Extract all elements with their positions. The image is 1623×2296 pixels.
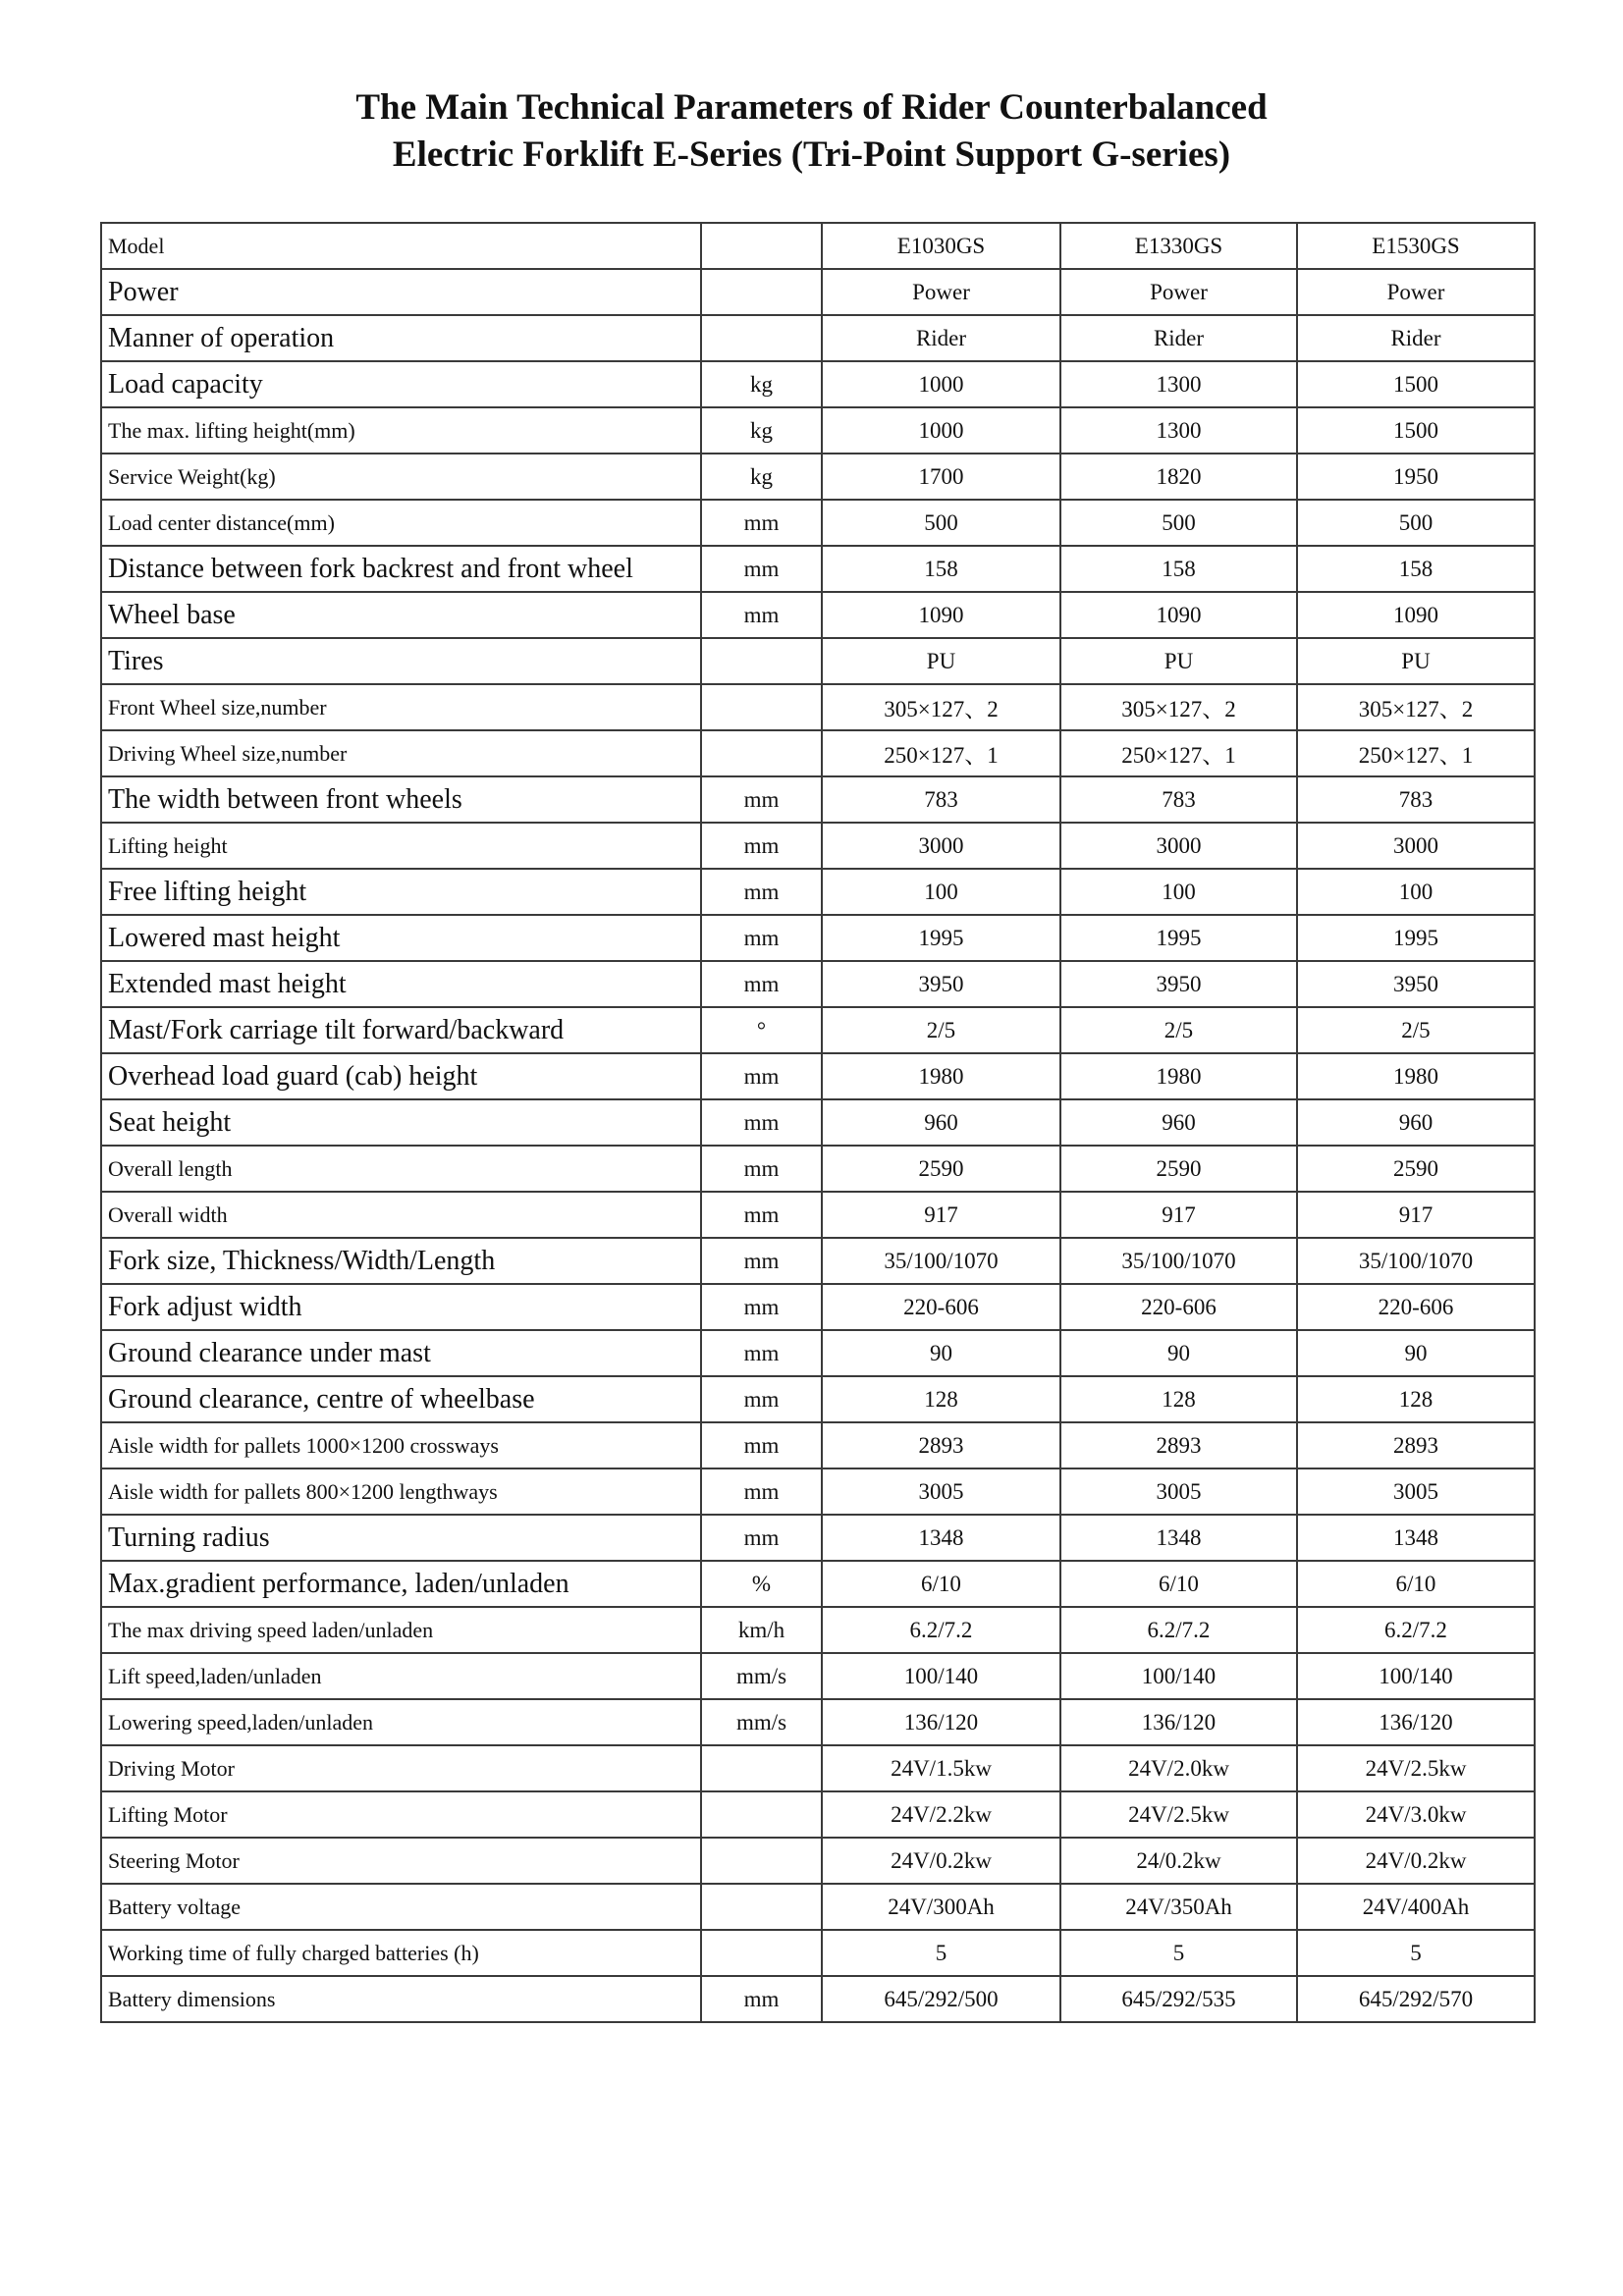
param-cell: Turning radius [101, 1515, 701, 1561]
unit-cell [701, 1930, 822, 1976]
value-cell-e1530gs: 917 [1297, 1192, 1535, 1238]
value-cell-e1330gs: 960 [1060, 1099, 1297, 1146]
unit-cell: mm [701, 1468, 822, 1515]
value-cell-e1530gs: Power [1297, 269, 1535, 315]
table-row [101, 1422, 1535, 1468]
param-cell: Power [101, 269, 701, 315]
param-cell: The width between front wheels [101, 776, 701, 823]
value-cell-e1030gs: 100 [822, 869, 1060, 915]
value-cell-e1330gs: 100/140 [1060, 1653, 1297, 1699]
value-cell-e1030gs: 136/120 [822, 1699, 1060, 1745]
value-cell-e1030gs: 5 [822, 1930, 1060, 1976]
table-row [101, 223, 1535, 269]
param-cell: Max.gradient performance, laden/unladen [101, 1561, 701, 1607]
unit-cell: mm [701, 1192, 822, 1238]
value-cell-e1530gs: 3950 [1297, 961, 1535, 1007]
param-cell: Free lifting height [101, 869, 701, 915]
value-cell-e1330gs: 645/292/535 [1060, 1976, 1297, 2022]
table-row [101, 1284, 1535, 1330]
unit-cell: mm [701, 823, 822, 869]
value-cell-e1330gs: 6/10 [1060, 1561, 1297, 1607]
param-cell: Extended mast height [101, 961, 701, 1007]
value-cell-e1530gs: 500 [1297, 500, 1535, 546]
value-cell-e1330gs: 6.2/7.2 [1060, 1607, 1297, 1653]
table-row [101, 1791, 1535, 1838]
table-row [101, 269, 1535, 315]
value-cell-e1530gs: 136/120 [1297, 1699, 1535, 1745]
param-cell: Lowered mast height [101, 915, 701, 961]
table-row [101, 961, 1535, 1007]
param-cell: The max driving speed laden/unladen [101, 1607, 701, 1653]
unit-cell: mm [701, 961, 822, 1007]
value-cell-e1030gs: 1995 [822, 915, 1060, 961]
unit-cell [701, 315, 822, 361]
value-cell-e1530gs: 305×127、2 [1297, 684, 1535, 730]
value-cell-e1030gs: E1030GS [822, 223, 1060, 269]
table-row [101, 1099, 1535, 1146]
value-cell-e1330gs: 1300 [1060, 407, 1297, 454]
value-cell-e1530gs: 2590 [1297, 1146, 1535, 1192]
table-row [101, 776, 1535, 823]
value-cell-e1330gs: Rider [1060, 315, 1297, 361]
table-row [101, 500, 1535, 546]
value-cell-e1030gs: 645/292/500 [822, 1976, 1060, 2022]
param-cell: Load center distance(mm) [101, 500, 701, 546]
value-cell-e1030gs: 1090 [822, 592, 1060, 638]
param-cell: Distance between fork backrest and front wheel [101, 546, 701, 592]
unit-cell: mm [701, 1053, 822, 1099]
value-cell-e1030gs: 128 [822, 1376, 1060, 1422]
value-cell-e1530gs: 1090 [1297, 592, 1535, 638]
value-cell-e1030gs: 305×127、2 [822, 684, 1060, 730]
unit-cell: mm [701, 1376, 822, 1422]
value-cell-e1030gs: 6.2/7.2 [822, 1607, 1060, 1653]
param-cell: The max. lifting height(mm) [101, 407, 701, 454]
unit-cell: mm [701, 1146, 822, 1192]
value-cell-e1530gs: 35/100/1070 [1297, 1238, 1535, 1284]
param-cell: Service Weight(kg) [101, 454, 701, 500]
unit-cell: kg [701, 407, 822, 454]
value-cell-e1530gs: 250×127、1 [1297, 730, 1535, 776]
value-cell-e1030gs: 960 [822, 1099, 1060, 1146]
param-cell: Driving Motor [101, 1745, 701, 1791]
unit-cell [701, 1838, 822, 1884]
unit-cell: mm/s [701, 1653, 822, 1699]
param-cell: Steering Motor [101, 1838, 701, 1884]
value-cell-e1030gs: Power [822, 269, 1060, 315]
unit-cell: mm [701, 776, 822, 823]
value-cell-e1030gs: 2893 [822, 1422, 1060, 1468]
param-cell: Lifting height [101, 823, 701, 869]
value-cell-e1330gs: 24V/2.0kw [1060, 1745, 1297, 1791]
table-row [101, 361, 1535, 407]
unit-cell: mm [701, 915, 822, 961]
value-cell-e1030gs: 24V/0.2kw [822, 1838, 1060, 1884]
unit-cell [701, 638, 822, 684]
value-cell-e1530gs: 1500 [1297, 361, 1535, 407]
value-cell-e1530gs: 1995 [1297, 915, 1535, 961]
value-cell-e1330gs: 1980 [1060, 1053, 1297, 1099]
value-cell-e1330gs: 5 [1060, 1930, 1297, 1976]
value-cell-e1530gs: 645/292/570 [1297, 1976, 1535, 2022]
table-row [101, 1838, 1535, 1884]
table-row [101, 1053, 1535, 1099]
param-cell: Wheel base [101, 592, 701, 638]
param-cell: Battery dimensions [101, 1976, 701, 2022]
param-cell: Overall length [101, 1146, 701, 1192]
value-cell-e1030gs: 1348 [822, 1515, 1060, 1561]
value-cell-e1330gs: 1300 [1060, 361, 1297, 407]
value-cell-e1330gs: 500 [1060, 500, 1297, 546]
value-cell-e1330gs: 24/0.2kw [1060, 1838, 1297, 1884]
table-row [101, 1653, 1535, 1699]
value-cell-e1330gs: 1820 [1060, 454, 1297, 500]
value-cell-e1330gs: 1348 [1060, 1515, 1297, 1561]
table-row [101, 1238, 1535, 1284]
value-cell-e1030gs: 1700 [822, 454, 1060, 500]
value-cell-e1030gs: 24V/2.2kw [822, 1791, 1060, 1838]
param-cell: Aisle width for pallets 1000×1200 crossways [101, 1422, 701, 1468]
value-cell-e1530gs: 1980 [1297, 1053, 1535, 1099]
table-row [101, 730, 1535, 776]
param-cell: Model [101, 223, 701, 269]
value-cell-e1330gs: 100 [1060, 869, 1297, 915]
value-cell-e1030gs: 100/140 [822, 1653, 1060, 1699]
value-cell-e1030gs: 500 [822, 500, 1060, 546]
value-cell-e1330gs: 917 [1060, 1192, 1297, 1238]
value-cell-e1330gs: 3000 [1060, 823, 1297, 869]
value-cell-e1030gs: 35/100/1070 [822, 1238, 1060, 1284]
spec-table [100, 222, 1536, 2023]
value-cell-e1030gs: 783 [822, 776, 1060, 823]
value-cell-e1030gs: Rider [822, 315, 1060, 361]
value-cell-e1330gs: 220-606 [1060, 1284, 1297, 1330]
spec-table-body [101, 223, 1535, 2022]
value-cell-e1330gs: 305×127、2 [1060, 684, 1297, 730]
value-cell-e1530gs: 24V/0.2kw [1297, 1838, 1535, 1884]
value-cell-e1030gs: 3005 [822, 1468, 1060, 1515]
value-cell-e1530gs: 100/140 [1297, 1653, 1535, 1699]
value-cell-e1530gs: PU [1297, 638, 1535, 684]
value-cell-e1330gs: PU [1060, 638, 1297, 684]
param-cell: Lifting Motor [101, 1791, 701, 1838]
table-row [101, 1699, 1535, 1745]
table-row [101, 1976, 1535, 2022]
value-cell-e1530gs: 220-606 [1297, 1284, 1535, 1330]
param-cell: Overhead load guard (cab) height [101, 1053, 701, 1099]
param-cell: Fork adjust width [101, 1284, 701, 1330]
value-cell-e1330gs: 3950 [1060, 961, 1297, 1007]
value-cell-e1530gs: 24V/400Ah [1297, 1884, 1535, 1930]
title-line-1: The Main Technical Parameters of Rider Counterbalanced [355, 87, 1268, 128]
param-cell: Working time of fully charged batteries (h) [101, 1930, 701, 1976]
unit-cell: mm [701, 546, 822, 592]
value-cell-e1330gs: 24V/350Ah [1060, 1884, 1297, 1930]
unit-cell: mm [701, 592, 822, 638]
table-row [101, 1330, 1535, 1376]
value-cell-e1330gs: 1995 [1060, 915, 1297, 961]
unit-cell [701, 1884, 822, 1930]
unit-cell: ° [701, 1007, 822, 1053]
unit-cell [701, 269, 822, 315]
value-cell-e1030gs: 90 [822, 1330, 1060, 1376]
value-cell-e1330gs: 2590 [1060, 1146, 1297, 1192]
value-cell-e1330gs: 250×127、1 [1060, 730, 1297, 776]
unit-cell: mm [701, 1976, 822, 2022]
unit-cell: mm/s [701, 1699, 822, 1745]
value-cell-e1330gs: E1330GS [1060, 223, 1297, 269]
table-row [101, 1146, 1535, 1192]
value-cell-e1030gs: 6/10 [822, 1561, 1060, 1607]
unit-cell [701, 1791, 822, 1838]
value-cell-e1030gs: 158 [822, 546, 1060, 592]
value-cell-e1030gs: 2/5 [822, 1007, 1060, 1053]
value-cell-e1030gs: 917 [822, 1192, 1060, 1238]
value-cell-e1030gs: 220-606 [822, 1284, 1060, 1330]
value-cell-e1330gs: 2893 [1060, 1422, 1297, 1468]
value-cell-e1530gs: 2893 [1297, 1422, 1535, 1468]
param-cell: Front Wheel size,number [101, 684, 701, 730]
value-cell-e1530gs: 100 [1297, 869, 1535, 915]
param-cell: Ground clearance under mast [101, 1330, 701, 1376]
table-row [101, 592, 1535, 638]
unit-cell: mm [701, 1330, 822, 1376]
title-line-2: Electric Forklift E-Series (Tri-Point Support G-series) [392, 134, 1231, 175]
value-cell-e1530gs: 6/10 [1297, 1561, 1535, 1607]
table-row [101, 1561, 1535, 1607]
table-row [101, 1884, 1535, 1930]
unit-cell [701, 684, 822, 730]
value-cell-e1030gs: 24V/1.5kw [822, 1745, 1060, 1791]
table-row [101, 1607, 1535, 1653]
table-row [101, 1515, 1535, 1561]
value-cell-e1330gs: 128 [1060, 1376, 1297, 1422]
unit-cell: mm [701, 500, 822, 546]
param-cell: Tires [101, 638, 701, 684]
value-cell-e1530gs: 3005 [1297, 1468, 1535, 1515]
param-cell: Mast/Fork carriage tilt forward/backward [101, 1007, 701, 1053]
unit-cell: mm [701, 1284, 822, 1330]
unit-cell: mm [701, 1238, 822, 1284]
table-row [101, 1468, 1535, 1515]
unit-cell: km/h [701, 1607, 822, 1653]
value-cell-e1330gs: 35/100/1070 [1060, 1238, 1297, 1284]
value-cell-e1530gs: 2/5 [1297, 1007, 1535, 1053]
value-cell-e1330gs: Power [1060, 269, 1297, 315]
unit-cell: kg [701, 361, 822, 407]
value-cell-e1330gs: 3005 [1060, 1468, 1297, 1515]
unit-cell: % [701, 1561, 822, 1607]
unit-cell [701, 730, 822, 776]
param-cell: Load capacity [101, 361, 701, 407]
document-title [0, 84, 1623, 179]
value-cell-e1030gs: 24V/300Ah [822, 1884, 1060, 1930]
param-cell: Aisle width for pallets 800×1200 lengthways [101, 1468, 701, 1515]
value-cell-e1030gs: 1000 [822, 361, 1060, 407]
param-cell: Seat height [101, 1099, 701, 1146]
value-cell-e1030gs: 3000 [822, 823, 1060, 869]
value-cell-e1530gs: 90 [1297, 1330, 1535, 1376]
value-cell-e1530gs: 6.2/7.2 [1297, 1607, 1535, 1653]
value-cell-e1030gs: 3950 [822, 961, 1060, 1007]
value-cell-e1330gs: 1090 [1060, 592, 1297, 638]
param-cell: Ground clearance, centre of wheelbase [101, 1376, 701, 1422]
table-row [101, 684, 1535, 730]
value-cell-e1030gs: PU [822, 638, 1060, 684]
value-cell-e1330gs: 783 [1060, 776, 1297, 823]
value-cell-e1530gs: Rider [1297, 315, 1535, 361]
table-row [101, 454, 1535, 500]
value-cell-e1330gs: 24V/2.5kw [1060, 1791, 1297, 1838]
table-row [101, 1376, 1535, 1422]
unit-cell [701, 1745, 822, 1791]
param-cell: Overall width [101, 1192, 701, 1238]
table-row [101, 315, 1535, 361]
param-cell: Fork size, Thickness/Width/Length [101, 1238, 701, 1284]
value-cell-e1530gs: E1530GS [1297, 223, 1535, 269]
table-row [101, 915, 1535, 961]
value-cell-e1330gs: 158 [1060, 546, 1297, 592]
value-cell-e1330gs: 2/5 [1060, 1007, 1297, 1053]
value-cell-e1530gs: 1950 [1297, 454, 1535, 500]
table-row [101, 869, 1535, 915]
table-row [101, 546, 1535, 592]
param-cell: Battery voltage [101, 1884, 701, 1930]
value-cell-e1530gs: 783 [1297, 776, 1535, 823]
table-row [101, 638, 1535, 684]
value-cell-e1530gs: 24V/3.0kw [1297, 1791, 1535, 1838]
value-cell-e1530gs: 1348 [1297, 1515, 1535, 1561]
value-cell-e1030gs: 250×127、1 [822, 730, 1060, 776]
param-cell: Lift speed,laden/unladen [101, 1653, 701, 1699]
value-cell-e1330gs: 136/120 [1060, 1699, 1297, 1745]
param-cell: Driving Wheel size,number [101, 730, 701, 776]
param-cell: Lowering speed,laden/unladen [101, 1699, 701, 1745]
value-cell-e1530gs: 24V/2.5kw [1297, 1745, 1535, 1791]
value-cell-e1030gs: 1000 [822, 407, 1060, 454]
unit-cell: kg [701, 454, 822, 500]
table-row [101, 1192, 1535, 1238]
value-cell-e1030gs: 2590 [822, 1146, 1060, 1192]
table-row [101, 823, 1535, 869]
table-row [101, 1930, 1535, 1976]
value-cell-e1030gs: 1980 [822, 1053, 1060, 1099]
value-cell-e1530gs: 128 [1297, 1376, 1535, 1422]
value-cell-e1530gs: 5 [1297, 1930, 1535, 1976]
unit-cell [701, 223, 822, 269]
unit-cell: mm [701, 1515, 822, 1561]
table-row [101, 407, 1535, 454]
table-row [101, 1007, 1535, 1053]
value-cell-e1530gs: 1500 [1297, 407, 1535, 454]
value-cell-e1530gs: 158 [1297, 546, 1535, 592]
unit-cell: mm [701, 869, 822, 915]
value-cell-e1330gs: 90 [1060, 1330, 1297, 1376]
value-cell-e1530gs: 3000 [1297, 823, 1535, 869]
unit-cell: mm [701, 1422, 822, 1468]
table-row [101, 1745, 1535, 1791]
unit-cell: mm [701, 1099, 822, 1146]
param-cell: Manner of operation [101, 315, 701, 361]
value-cell-e1530gs: 960 [1297, 1099, 1535, 1146]
